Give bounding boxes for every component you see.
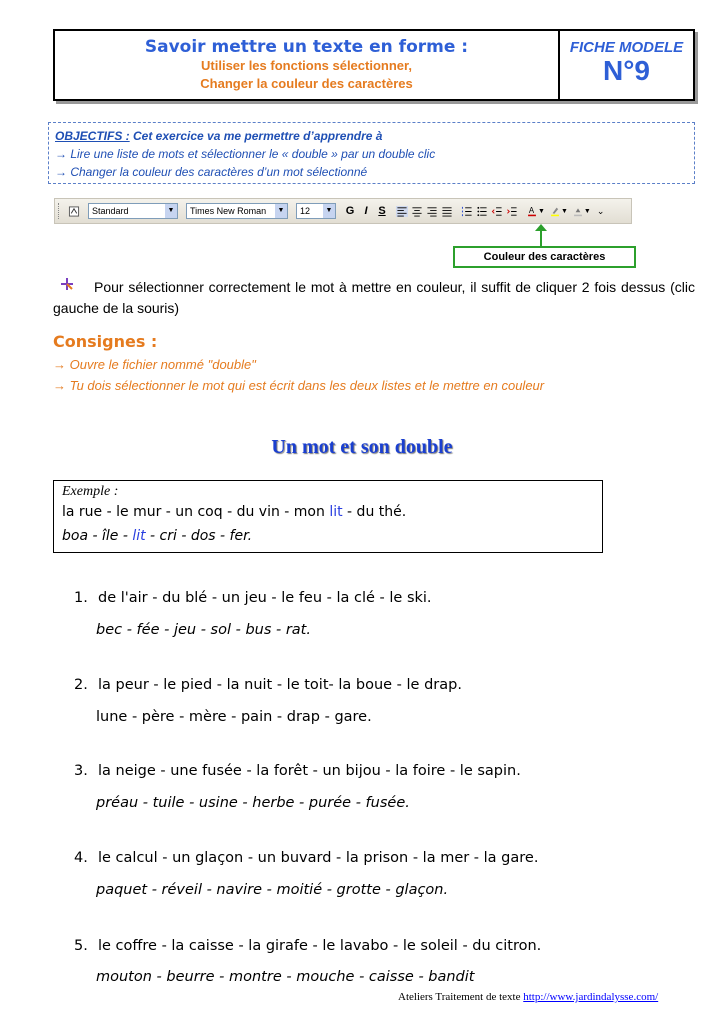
toolbar-grip — [58, 203, 65, 219]
background-color-icon[interactable] — [572, 206, 584, 217]
chevron-down-icon: ▼ — [165, 204, 177, 218]
item-list-b: bec - fée - jeu - sol - bus - rat. — [96, 622, 311, 638]
consigne-1: → Ouvre le fichier nommé "double" — [53, 357, 256, 372]
example-text: - du thé. — [342, 504, 407, 520]
fiche-label: FICHE MODELE — [569, 39, 684, 56]
footer — [398, 991, 658, 1003]
item-number: 1. — [74, 590, 88, 606]
align-left-icon[interactable] — [396, 206, 408, 217]
example-text: la rue - le mur - un coq - du vin - mon — [62, 504, 330, 520]
increase-indent-icon[interactable] — [506, 206, 518, 217]
example-label: Exemple : — [62, 484, 119, 499]
section-title: Un mot et son double — [271, 436, 453, 458]
align-center-icon[interactable] — [411, 206, 423, 217]
font-color-callout: Couleur des caractères — [453, 246, 636, 268]
objectives-intro: Cet exercice va me permettre d’apprendre à — [129, 129, 383, 143]
objectives-heading: OBJECTIFS : — [55, 129, 130, 143]
item-list-b: mouton - beurre - montre - mouche - caisse - bandit — [96, 969, 475, 985]
chevron-down-icon: ▼ — [275, 204, 287, 218]
numbered-list-icon[interactable] — [461, 206, 473, 217]
toolbar-more-icon[interactable]: ⌄ — [596, 205, 605, 216]
justify-icon[interactable] — [441, 206, 453, 217]
svg-text:A: A — [528, 205, 535, 215]
example-text: boa - île - — [62, 528, 133, 544]
item-list-a: la peur - le pied - la nuit - le toit- la boue - le drap. — [98, 677, 462, 693]
objective-1: → Lire une liste de mots et sélectionner le « double » par un double clic — [55, 147, 436, 161]
format-toolbar — [54, 198, 632, 224]
objective-2: → Changer la couleur des caractères d’un mot sélectionné — [55, 165, 368, 179]
page-title: Savoir mettre un texte en forme : — [144, 37, 469, 57]
styles-icon[interactable] — [68, 206, 80, 217]
item-list-b: préau - tuile - usine - herbe - purée - fusée. — [96, 795, 410, 811]
font-value: Times New Roman — [190, 206, 267, 216]
item-number: 4. — [74, 850, 88, 866]
consigne-2: → Tu dois sélectionner le mot qui est écrit dans les deux listes et le mettre en couleur — [53, 378, 545, 393]
item-number: 3. — [74, 763, 88, 779]
example-double: lit — [132, 528, 146, 544]
example-text: - cri - dos - fer. — [145, 528, 253, 544]
item-list-b: paquet - réveil - navire - moitié - grotte - glaçon. — [96, 882, 449, 898]
example-line-1 — [62, 500, 594, 524]
item-list-a: la neige - une fusée - la forêt - un bijou - la foire - le sapin. — [98, 763, 521, 779]
objectives-box — [48, 122, 695, 184]
footer-link[interactable]: http://www.jardindalysse.com/ — [523, 991, 659, 1003]
font-color-icon[interactable] — [526, 206, 538, 217]
example-line-2 — [62, 524, 594, 548]
size-value: 12 — [300, 206, 311, 216]
item-list-a: le coffre - la caisse - la girafe - le lavabo - le soleil - du citron. — [98, 938, 542, 954]
style-value: Standard — [92, 206, 129, 216]
header-left — [55, 31, 560, 99]
item-list-b: lune - père - mère - pain - drap - gare. — [96, 709, 372, 725]
example-box — [53, 480, 603, 553]
size-select[interactable] — [296, 203, 336, 219]
item-number: 5. — [74, 938, 88, 954]
font-select[interactable] — [186, 203, 288, 219]
bullet-list-icon[interactable] — [476, 206, 488, 217]
subtitle-1: Utiliser les fonctions sélectionner, — [201, 58, 412, 73]
style-select[interactable] — [88, 203, 178, 219]
bold-button[interactable]: G — [345, 205, 355, 217]
italic-button[interactable]: I — [364, 205, 368, 217]
item-list-a: de l'air - du blé - un jeu - le feu - la clé - le ski. — [98, 590, 432, 606]
instruction-paragraph: Pour sélectionner correctement le mot à mettre en couleur, il suffit de cliquer 2 fois dessus (clic gauche de la souris) — [53, 279, 695, 316]
example-double: lit — [329, 504, 343, 520]
item-list-a: le calcul - un glaçon - un buvard - la prison - la mer - la gare. — [98, 850, 539, 866]
header-box — [53, 29, 695, 101]
decrease-indent-icon[interactable] — [491, 206, 503, 217]
background-dropdown-icon[interactable]: ▼ — [583, 207, 591, 215]
underline-button[interactable]: S — [378, 205, 386, 217]
subtitle-2: Changer la couleur des caractères — [200, 76, 413, 91]
footer-text: Ateliers Traitement de texte — [398, 991, 524, 1003]
chevron-down-icon: ▼ — [323, 204, 335, 218]
highlight-icon[interactable] — [549, 206, 561, 217]
item-number: 2. — [74, 677, 88, 693]
highlight-dropdown-icon[interactable]: ▼ — [560, 207, 568, 215]
font-color-dropdown-icon[interactable]: ▼ — [538, 207, 545, 215]
callout-line — [540, 228, 542, 246]
header-right — [560, 31, 693, 99]
fiche-number: N°9 — [603, 55, 650, 86]
align-right-icon[interactable] — [426, 206, 438, 217]
consignes-heading: Consignes : — [53, 332, 158, 351]
